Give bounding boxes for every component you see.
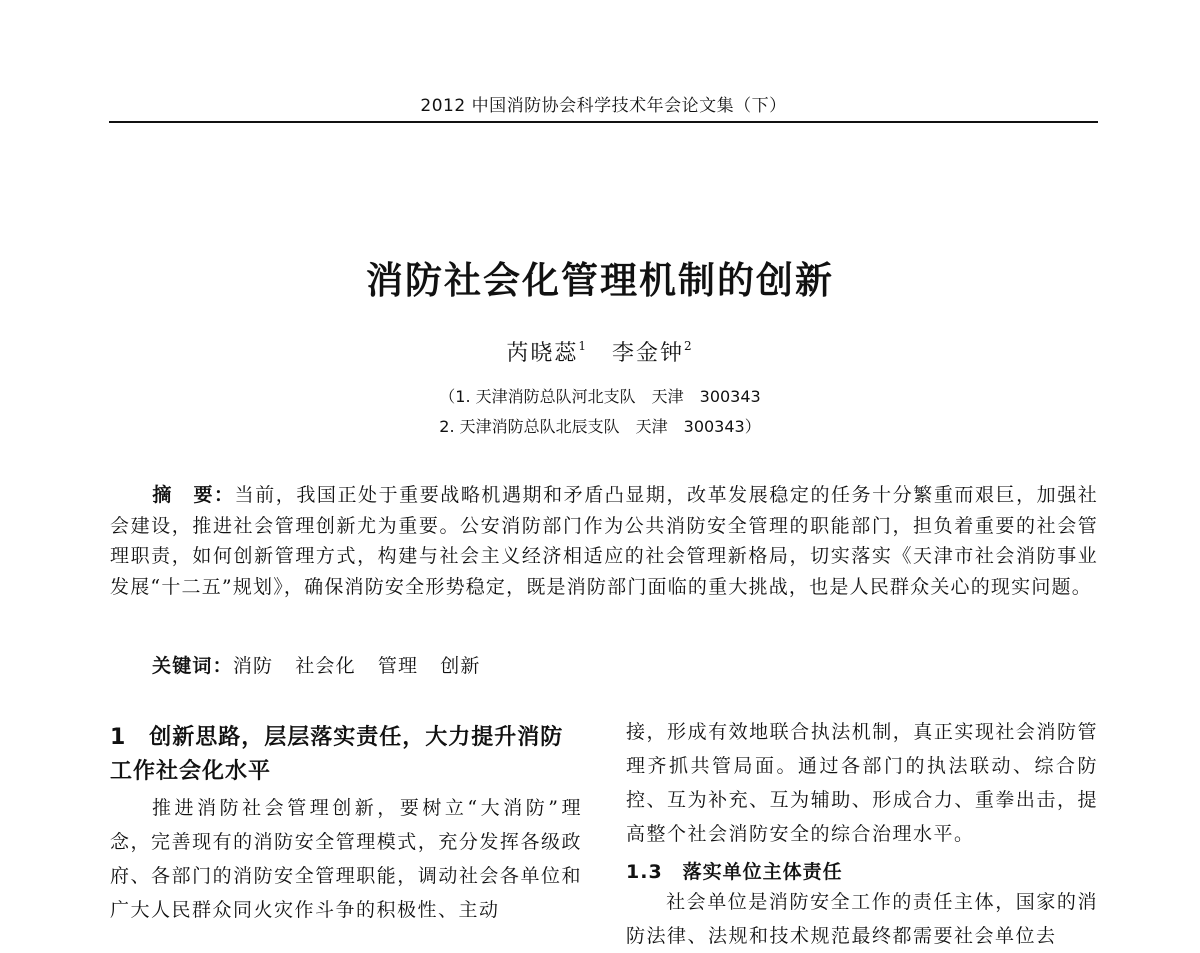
abstract (110, 480, 1098, 602)
body-paragraph-continued: 接，形成有效地联合执法机制，真正实现社会消防管理齐抓共管局面。通过各部门的执法联动、综合防控、互为补充、互为辅助、形成合力、重拳出击，提高整个社会消防安全的综合治理水平。 (626, 721, 1098, 845)
author-affiliation-mark: 2 (684, 339, 694, 353)
paragraph-text: 社会单位是消防安全工作的责任主体，国家的消防法律、法规和技术规范最终都需要社会单位去 (626, 891, 1098, 947)
author-affiliation-mark: 1 (578, 339, 588, 353)
paper-title: 消防社会化管理机制的创新 (366, 259, 834, 302)
author-line (0, 336, 1200, 367)
section-heading: 1 创新思路，层层落实责任，大力提升消防工作社会化水平 (110, 725, 564, 784)
author-name: 李金钟 (612, 341, 685, 366)
running-head: 2012 中国消防协会科学技术年会论文集（下） (420, 96, 787, 116)
keywords (152, 651, 503, 678)
header-rule (109, 121, 1098, 123)
author-name: 芮晓蕊 (506, 341, 579, 366)
keyword: 创新 (440, 655, 481, 677)
affiliation-line: （1. 天津消防总队河北支队 天津 300343 (439, 387, 761, 406)
subsection-heading: 1.3 落实单位主体责任 (626, 861, 843, 883)
body-paragraph (626, 885, 1098, 953)
keyword: 管理 (377, 655, 419, 677)
keyword: 消防 (232, 655, 274, 677)
abstract-text: 当前，我国正处于重要战略机遇期和矛盾凸显期，改革发展稳定的任务十分繁重而艰巨，加强社会建设，推进社会管理创新尤为重要。公安消防部门作为公共消防安全管理的职能部门，担负着重要的社会管理职责，如何创新管理方式，构建与社会主义经济相适应的社会管理新格局，切实落实《天津市社会消防事业发展“十二五”规划》，确保消防安全形势稳定，既是消防部门面临的重大挑战，也是人民群众关心的现实问题。 (110, 484, 1098, 598)
paragraph-text: 推进消防社会管理创新，要树立“大消防”理念，完善现有的消防安全管理模式，充分发挥各级政府、各部门的消防安全管理职能，调动社会各单位和广大人民群众同火灾作斗争的积极性、主动 (110, 797, 582, 921)
keyword: 社会化 (295, 655, 356, 677)
body-paragraph (110, 791, 582, 927)
abstract-label: 摘 要： (152, 484, 235, 506)
keywords-label: 关键词： (152, 655, 233, 677)
affiliation-line: 2. 天津消防总队北辰支队 天津 300343） (439, 417, 761, 436)
